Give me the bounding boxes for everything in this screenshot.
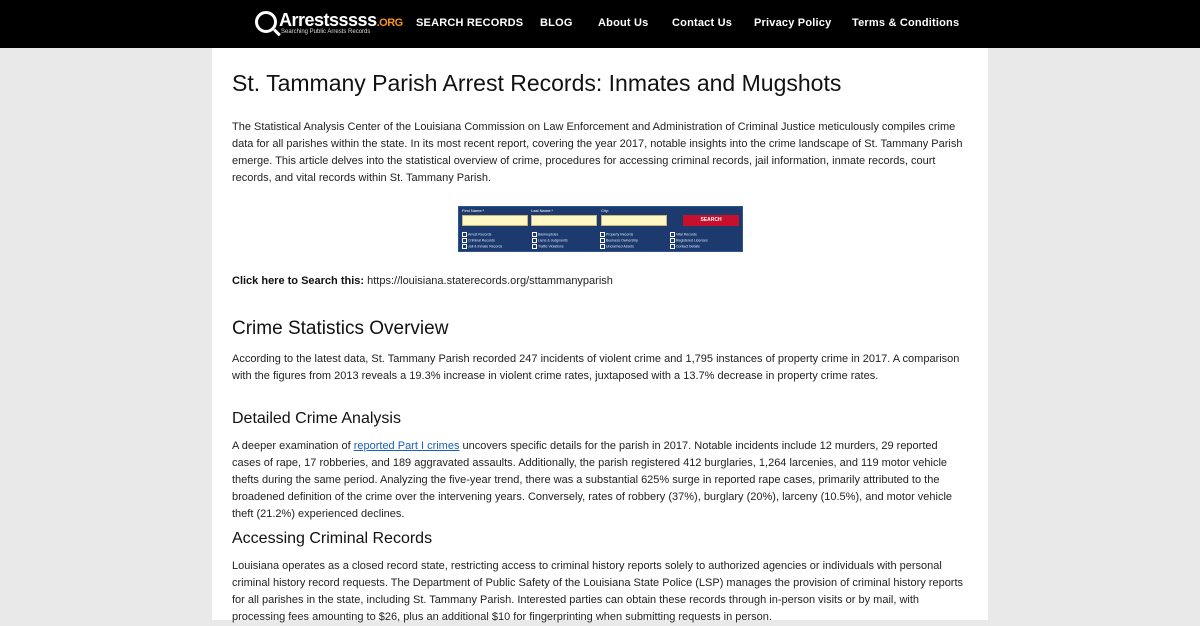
nav-privacy-policy[interactable]: Privacy Policy — [754, 17, 832, 29]
logo-tld: .ORG — [376, 17, 403, 29]
nav-contact-us[interactable]: Contact Us — [672, 17, 733, 29]
intro-paragraph: The Statistical Analysis Center of the Louisiana Commission on Law Enforcement and Administration of Criminal Justice meticulously compiles crime data for all parishes within the state. In its most recent report, covering the year 2017, notable insights into the crime landscape of St. Tammany Parish emerge. This article delves into the statistical overview of crime, procedures for accessing criminal records, jail information, inmate records, court records, and vital records within St. Tammany Parish. — [232, 121, 963, 184]
crime-statistics-heading: Crime Statistics Overview — [232, 318, 449, 339]
nav-terms-conditions[interactable]: Terms & Conditions — [852, 17, 960, 29]
option-liens-judgments[interactable]: Liens & Judgments — [532, 238, 568, 243]
last-name-label: Last Name:* — [531, 208, 554, 213]
option-unclaimed-assets[interactable]: Unclaimed Assets — [600, 244, 634, 249]
accessing-records-paragraph: Louisiana operates as a closed record state, restricting access to criminal history reports solely to authorized agencies or individuals with personal criminal history record requests. The Department of Public Safety of the Louisiana State Police (LSP) manages the provision of criminal history reports for all parishes in the state, including St. Tammany Parish. Interested parties can obtain these records through in-person visits or by mail, with processing fees amounting to $26, plus an additional $10 for fingerprinting when submitting requests in person. — [232, 560, 964, 623]
click-here-label: Click here to Search this: — [232, 275, 365, 287]
option-registered-licenses[interactable]: Registered Licenses — [670, 238, 708, 243]
logo-tagline: Searching Public Arrests Records — [281, 29, 371, 35]
detailed-crime-heading: Detailed Crime Analysis — [232, 410, 401, 427]
magnifier-icon — [255, 11, 277, 33]
option-criminal-records[interactable]: Criminal Records — [462, 238, 495, 243]
first-name-input[interactable] — [462, 215, 528, 226]
option-arrest-records[interactable]: Arrest Records — [462, 232, 491, 237]
nav-blog[interactable]: BLOG — [540, 17, 573, 29]
detailed-crime-paragraph: A deeper examination of reported Part I crimes uncovers specific details for the parish in 2017. Notable incidents include 12 murders, 29 reported cases of rape, 17 robberies, and 189 aggravated assaults. Additionally, the parish registered 412 burglaries, 1,264 larcenies, and 119 motor vehicle thefts during the same period. Analyzing the five-year trend, there was a substantial 625% surge in reported rape cases, primarily attributed to the broadened definition of the crime over the intervening years. Conversely, rates of robbery (37%), burglary (20%), larceny (10.5%), and motor vehicle theft (21.2%) experienced declines. — [232, 440, 953, 520]
banner-search-button[interactable]: SEARCH — [683, 215, 739, 226]
city-input[interactable] — [601, 215, 667, 226]
option-traffic-violations[interactable]: Traffic Violations — [532, 244, 564, 249]
site-logo[interactable] — [255, 9, 403, 39]
option-business-ownership[interactable]: Business Ownership — [600, 238, 638, 243]
first-name-label: First Name:* — [462, 208, 485, 213]
accessing-records-heading: Accessing Criminal Records — [232, 530, 433, 547]
nav-about-us[interactable]: About Us — [598, 17, 649, 29]
top-navigation-bar — [0, 0, 1200, 48]
page-title: St. Tammany Parish Arrest Records: Inmates and Mugshots — [232, 70, 842, 96]
crime-statistics-paragraph: According to the latest data, St. Tammany Parish recorded 247 incidents of violent crime and 1,795 instances of property crime in 2017. A comparison with the figures from 2013 reveals a 19.3% increase in violent crime rates, juxtaposed with a 13.7% decrease in property crime rates. — [232, 353, 960, 382]
part-one-crimes-link[interactable]: reported Part I crimes — [353, 440, 460, 452]
search-banner[interactable] — [458, 206, 743, 252]
option-vital-records[interactable]: Vital Records — [670, 232, 697, 237]
article-content — [212, 48, 988, 623]
click-here-line — [232, 275, 968, 287]
option-contact-details[interactable]: Contact Details — [670, 244, 700, 249]
city-label: City: — [601, 208, 609, 213]
option-jail-inmate-records[interactable]: Jail & Inmate Records — [462, 244, 502, 249]
last-name-input[interactable] — [531, 215, 597, 226]
option-bankruptcies[interactable]: Bankruptcies — [532, 232, 558, 237]
nav-search-records[interactable]: SEARCH RECORDS — [416, 17, 524, 29]
option-property-records[interactable]: Property Records — [600, 232, 633, 237]
logo-name: Arrestsssss — [279, 10, 377, 30]
click-here-url[interactable]: https://louisiana.staterecords.org/sttammanyparish — [367, 275, 613, 287]
